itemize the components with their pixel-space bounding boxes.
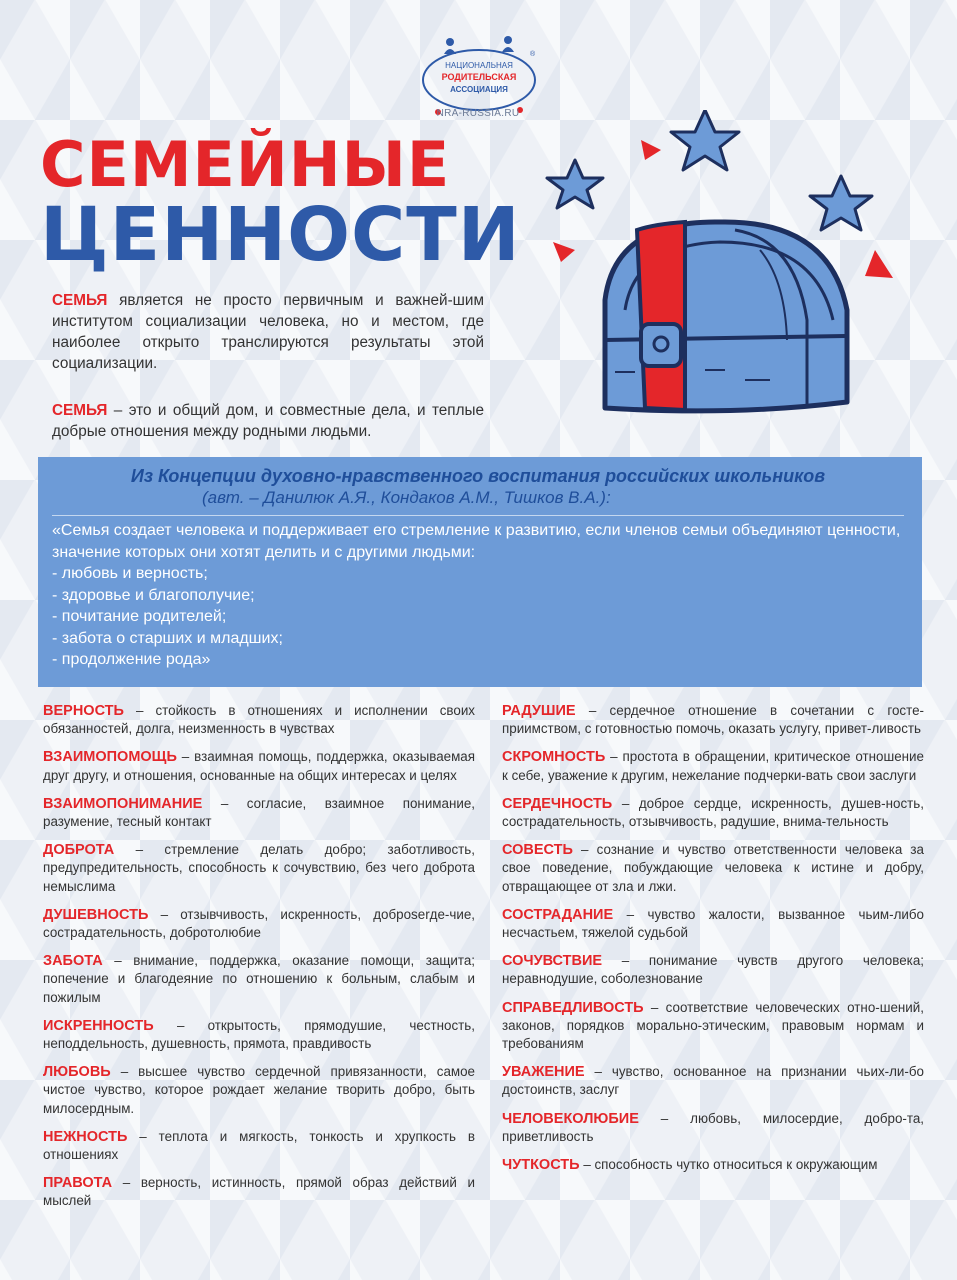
quote-authors: (авт. – Данилюк А.Я., Кондаков А.М., Тишков В.А.): [202, 488, 611, 507]
red-triangle-icon [865, 250, 893, 278]
definition-term: НЕЖНОСТЬ [43, 1128, 128, 1145]
definition-term: СПРАВЕДЛИВОСТЬ [502, 999, 644, 1016]
definition-entry [43, 841, 475, 896]
intro-paragraph-2 [52, 400, 484, 442]
list-item: - почитание родителей; [52, 608, 227, 625]
intro-text: является не просто первичным и важней-шим институтом социализации человека, но и местом, где наиболее открыто транслируются результаты этой социализации. [52, 292, 484, 372]
logo-line3: АССОЦИАЦИЯ [450, 85, 508, 94]
definition-entry [502, 702, 924, 738]
logo-line1: НАЦИОНАЛЬНАЯ [445, 61, 513, 70]
list-item: - забота о старших и младших; [52, 629, 283, 647]
title-line-2: ЦЕННОСТИ [40, 192, 521, 278]
list-item: - любовь и верность; [52, 565, 208, 582]
title-line-1: СЕМЕЙНЫЕ [40, 128, 451, 201]
definition-term: ВЗАИМОПОНИМАНИЕ [43, 795, 203, 812]
quote-values-list [52, 563, 904, 671]
definition-term: УВАЖЕНИЕ [502, 1064, 585, 1081]
definition-entry [43, 748, 475, 784]
definition-text: – теплота и мягкость, тонкость и хрупкость в отношениях [43, 1128, 475, 1163]
definition-text: – чувство, основанное на признании чьих-ли-бо достоинств, заслуг [502, 1064, 924, 1098]
definition-term: СОСТРАДАНИЕ [502, 906, 614, 923]
intro-text: – это и общий дом, и совместные дела, и теплые добрые отношения между родными людьми. [52, 402, 484, 440]
definition-text: – стремление делать добро; заботливость, предупредительность, способность к сочувствию, без чего доброта немыслима [43, 842, 475, 894]
definition-entry [502, 952, 924, 988]
definition-entry [43, 906, 475, 942]
quote-text: «Семья создает человека и поддерживает его стремление к развитию, если членов семьи объединяют ценности, значение которых они хотят делить и с другими людьми: [52, 522, 901, 561]
definition-entry [43, 952, 475, 1007]
definition-text: – доброе сердце, искренность, душев-ность, сострадательность, отзывчивость, радушие, внима-тельность [502, 795, 924, 830]
definition-term: ДУШЕВНОСТЬ [43, 906, 149, 923]
definition-entry [502, 1063, 924, 1099]
star-icon [671, 110, 739, 170]
logo-line2: РОДИТЕЛЬСКАЯ [441, 72, 517, 82]
definition-text: – простота в обращении, критическое отношение к себе, уважение к другим, нежелание подчерки-вать свои заслуги [502, 749, 924, 783]
definition-text: – соответствие человеческих отно-шений, законов, порядков морально-этическим, правовым нормам и требованиям [502, 999, 924, 1052]
definition-term: ЧУТКОСТЬ [502, 1157, 580, 1174]
definition-term: СКРОМНОСТЬ [502, 749, 606, 766]
definition-entry [43, 1063, 475, 1118]
definition-entry [43, 795, 475, 831]
definition-text: – отзывчивость, искренность, доброserде-чие, сострадательность, добротолюбие [43, 906, 475, 941]
definition-text: – согласие, взаимное понимание, разумение, тесный контакт [43, 795, 475, 830]
definition-text: – сердечное отношение в сочетании с госте-приимством, с готовностью помочь, оказать услугу, привет-ливость [502, 703, 924, 737]
definition-term: СОВЕСТЬ [502, 842, 573, 859]
definitions-right-column [502, 702, 924, 1184]
red-triangle-icon [641, 140, 661, 160]
definition-term: СЕРДЕЧНОСТЬ [502, 795, 613, 812]
definitions-left-column [43, 702, 475, 1221]
definition-text: – открытость, прямодушие, честность, неподдельность, душевность, прямота, правдивость [43, 1017, 475, 1052]
definition-term: ИСКРЕННОСТЬ [43, 1017, 154, 1034]
intro-paragraph-1 [52, 290, 484, 374]
definition-text: – чувство жалости, вызванное чьим-либо несчастьем, тяжелой судьбой [502, 906, 924, 941]
definition-term: ЛЮБОВЬ [43, 1064, 111, 1081]
logo-url: NRA-RUSSIA.RU [436, 108, 520, 119]
definition-term: ДОБРОТА [43, 842, 115, 859]
intro-term: СЕМЬЯ [52, 292, 108, 309]
definition-text: – верность, истинность, прямой образ действий и мыслей [43, 1175, 475, 1209]
definition-text: – любовь, милосердие, добро-та, приветливость [502, 1110, 924, 1144]
definition-entry [502, 906, 924, 942]
definition-entry [502, 748, 924, 784]
red-triangle-icon [553, 242, 575, 262]
definition-entry [502, 1110, 924, 1146]
definition-term: РАДУШИЕ [502, 703, 576, 719]
definition-term: ПРАВОТА [43, 1175, 113, 1192]
definition-entry [502, 795, 924, 831]
quote-title: Из Концепции духовно-нравственного воспитания российских школьников [130, 466, 826, 486]
star-icon [547, 160, 603, 208]
list-item: - продолжение рода» [52, 651, 211, 668]
intro-term: СЕМЬЯ [52, 402, 108, 419]
definition-text: – взаимная помощь, поддержка, оказываемая друг другу, и отношения, основанные на общих интересах и целях [43, 749, 475, 783]
definition-term: ЧЕЛОВЕКОЛЮБИЕ [502, 1110, 639, 1127]
quote-divider [52, 515, 904, 516]
definition-text: – понимание чувств другого человека; неравнодушие, соболезнование [502, 953, 924, 987]
definition-text: – сознание и чувство ответственности человека за свое поведение, побуждающие человека к истине и добру, отвращающее от зла и лжи. [502, 842, 924, 894]
definition-text: – высшее чувство сердечной привязанности, самое чистое чувство, которое рождает желание творить добро, быть милосердным. [43, 1064, 475, 1116]
definition-entry [502, 999, 924, 1054]
page-title [40, 128, 521, 278]
logo-reg: ® [530, 51, 536, 58]
definition-text: – способность чутко относиться к окружающим [579, 1157, 878, 1173]
definition-term: ЗАБОТА [43, 953, 103, 970]
treasure-chest-illustration [545, 110, 905, 450]
concept-quote-box [38, 457, 922, 687]
definition-entry [43, 702, 475, 738]
definition-entry [43, 1174, 475, 1210]
definition-entry [43, 1128, 475, 1164]
definition-term: СОЧУВСТВИЕ [502, 953, 603, 970]
definition-entry [43, 1017, 475, 1053]
definition-term: ВЕРНОСТЬ [43, 703, 124, 719]
definition-text: – внимание, поддержка, оказание помощи, защита; попечение и благодеяние по отношению к больным, слабым и пожилым [43, 953, 475, 1005]
definition-text: – стойкость в отношениях и исполнении своих обязанностей, долга, неизменность в чувствах [43, 703, 475, 737]
definition-term: ВЗАИМОПОМОЩЬ [43, 749, 177, 766]
definition-entry [502, 841, 924, 896]
definition-entry [502, 1156, 924, 1174]
list-item: - здоровье и благополучие; [52, 586, 255, 604]
star-icon [810, 176, 872, 230]
